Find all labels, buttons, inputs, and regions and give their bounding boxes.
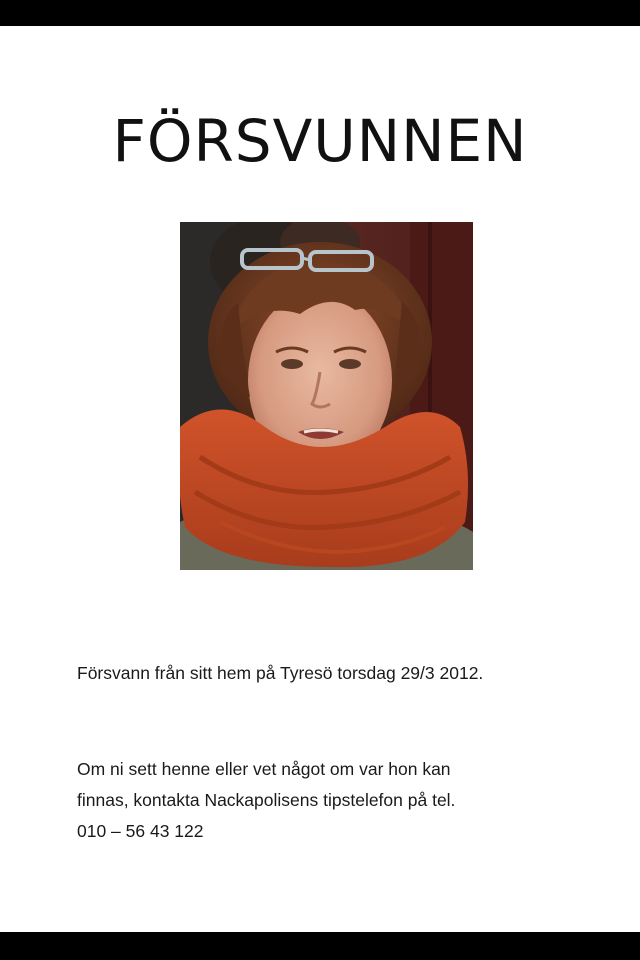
poster-title: FÖRSVUNNEN xyxy=(112,107,528,175)
tip-phone-number: 010 – 56 43 122 xyxy=(77,821,204,841)
contact-line-2: finnas, kontakta Nackapolisens tipstelefon på tel. xyxy=(77,790,456,810)
contact-paragraph xyxy=(77,754,617,847)
missing-person-poster xyxy=(0,26,640,932)
contact-line-1: Om ni sett henne eller vet något om var hon kan xyxy=(77,759,451,779)
portrait-photo xyxy=(180,222,473,570)
disappearance-text: Försvann från sitt hem på Tyresö torsdag 29/3 2012. xyxy=(77,663,484,683)
portrait-photo-icon xyxy=(180,222,473,570)
